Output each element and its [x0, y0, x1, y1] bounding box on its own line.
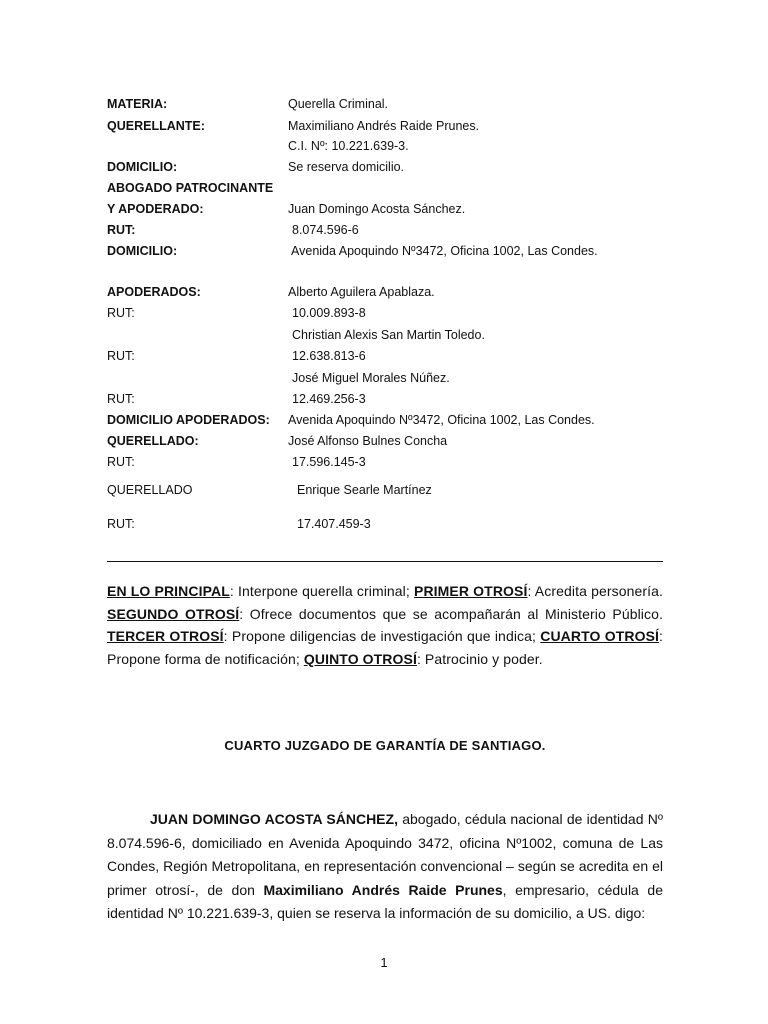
otrosi-1-heading: PRIMER OTROSÍ	[414, 583, 528, 599]
abogado-label-1: ABOGADO PATROCINANTE	[107, 181, 274, 195]
apoderado-name: Alberto Aguilera Apablaza.	[288, 285, 435, 299]
querellado-rut: 17.596.145-3	[292, 455, 366, 469]
apoderado-rut: 12.469.256-3	[292, 392, 366, 406]
otrosi-5-heading: QUINTO OTROSÍ	[303, 650, 417, 667]
apoderado-rut: 10.009.893-8	[292, 306, 366, 320]
abogado-domicilio-value: Avenida Apoquindo Nº3472, Oficina 1002, Las Condes.	[291, 244, 598, 258]
otrosi-1-text: : Acredita personería.	[527, 583, 664, 599]
querellado-label: QUERELLADO:	[107, 434, 199, 448]
principal-text: : Interpone querella criminal;	[229, 583, 415, 599]
body-paragraph	[107, 808, 663, 926]
apoderado-rut-label: RUT:	[107, 349, 135, 363]
otrosi-3-text: : Propone diligencias de investigación que indica;	[223, 628, 541, 644]
apoderados-label: APODERADOS:	[107, 285, 201, 299]
client-name: Maximiliano Andrés Raide Prunes	[263, 881, 503, 898]
otrosi-4-heading: CUARTO OTROSÍ	[540, 628, 660, 644]
abogado-label-2: Y APODERADO:	[107, 202, 204, 216]
horizontal-divider	[107, 561, 663, 562]
domicilio-apoderados-value: Avenida Apoquindo Nº3472, Oficina 1002, Las Condes.	[288, 413, 595, 427]
querellado2-label: QUERELLADO	[107, 483, 193, 497]
materia-value: Querella Criminal.	[288, 97, 389, 111]
querellado-value: José Alfonso Bulnes Concha	[288, 434, 448, 448]
body-text-2: , empresario, cédula de identidad Nº 10.221.639-3, quien se reserva la información de su domicilio, a US. digo:	[107, 881, 663, 921]
page-number: 1	[380, 955, 388, 970]
querellante-ci: C.I. Nº: 10.221.639-3.	[288, 139, 409, 153]
principal-heading: EN LO PRINCIPAL	[107, 583, 230, 599]
querellado2-rut: 17.407.459-3	[297, 517, 371, 531]
otrosi-4-text: : Propone forma de notificación;	[107, 628, 664, 667]
apoderado-name: Christian Alexis San Martin Toledo.	[292, 328, 485, 342]
domicilio-value: Se reserva domicilio.	[288, 160, 405, 174]
otrosi-3-heading: TERCER OTROSÍ	[107, 628, 224, 644]
apoderado-rut-label: RUT:	[107, 392, 135, 406]
otrosi-2-text: : Ofrece documentos que se acompañarán al Ministerio Público.	[239, 605, 663, 622]
querellado-rut-label: RUT:	[107, 455, 135, 469]
materia-label: MATERIA:	[107, 97, 168, 111]
abogado-rut: 8.074.596-6	[292, 223, 359, 237]
otrosi-5-text: : Patrocinio y poder.	[416, 650, 543, 667]
lawyer-name: JUAN DOMINGO ACOSTA SÁNCHEZ,	[150, 811, 398, 827]
querellado2-value: Enrique Searle Martínez	[297, 483, 432, 497]
apoderado-rut-label: RUT:	[107, 306, 135, 320]
domicilio-apoderados-label: DOMICILIO APODERADOS:	[107, 413, 270, 427]
court-heading: CUARTO JUZGADO DE GARANTÍA DE SANTIAGO.	[224, 738, 546, 753]
summary-paragraph	[107, 580, 663, 670]
abogado-domicilio-label: DOMICILIO:	[107, 244, 178, 258]
otrosi-2-heading: SEGUNDO OTROSÍ	[107, 605, 240, 622]
domicilio-label: DOMICILIO:	[107, 160, 178, 174]
apoderado-rut: 12.638.813-6	[292, 349, 366, 363]
apoderado-name: José Miguel Morales Núñez.	[292, 371, 450, 385]
abogado-value: Juan Domingo Acosta Sánchez.	[288, 202, 466, 216]
body-text-1: abogado, cédula nacional de identidad Nº 8.074.596-6, domiciliado en Avenida Apoquindo 3472, oficina Nº1002, comuna de Las Condes, Región Metropolitana, en representación convencional – según se acredita en el primer otrosí-, de don	[107, 811, 663, 898]
rut-label: RUT:	[107, 223, 136, 237]
querellado2-rut-label: RUT:	[107, 517, 135, 531]
querellante-label: QUERELLANTE:	[107, 119, 205, 133]
querellante-value: Maximiliano Andrés Raide Prunes.	[288, 119, 480, 133]
